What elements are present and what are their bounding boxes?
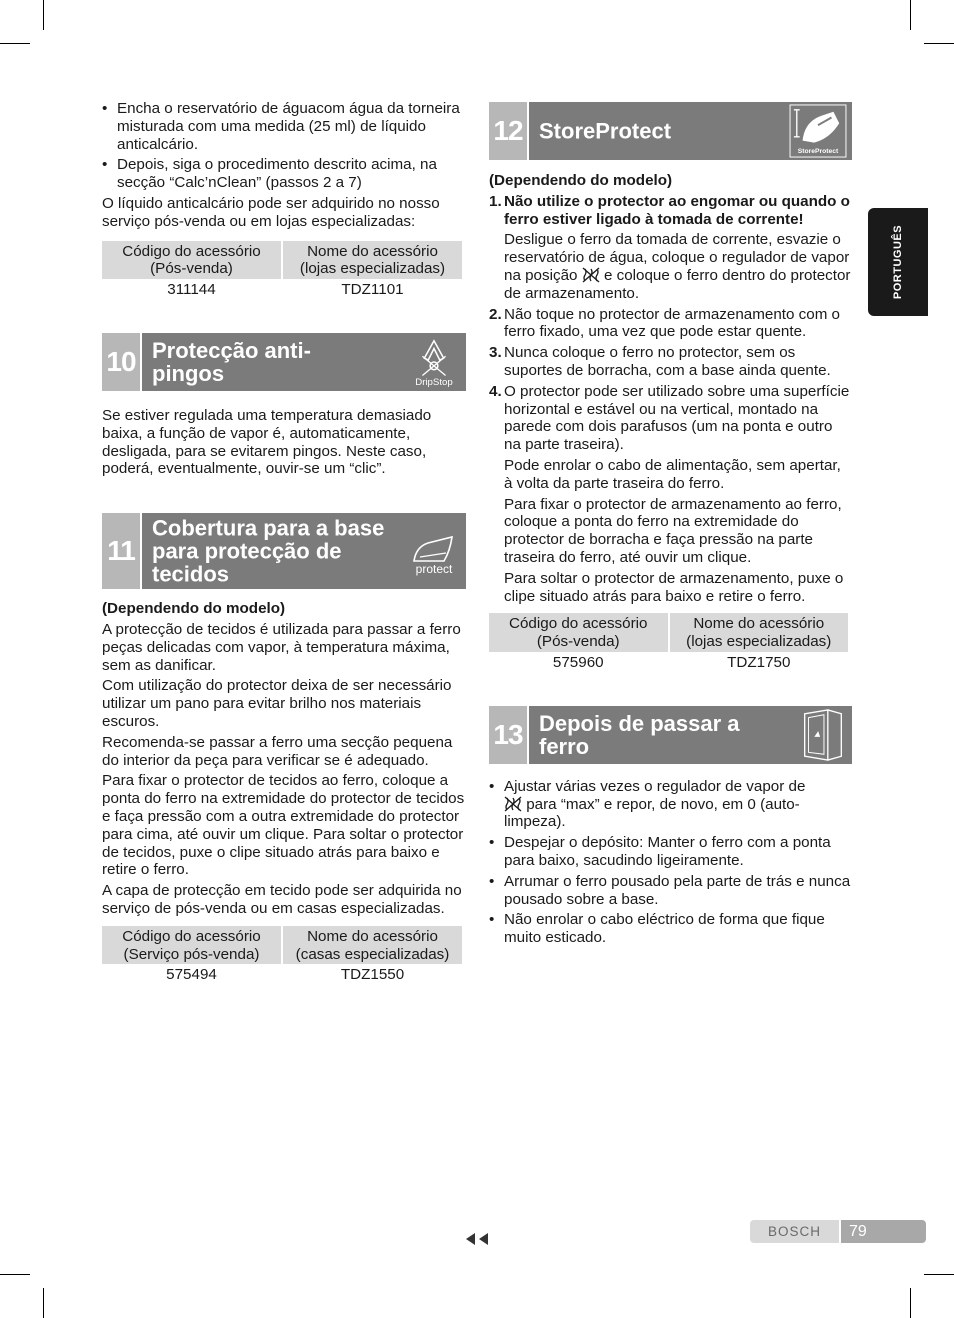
table-cell: 575494 (166, 966, 217, 984)
list-item: • Despejar o depósito: Manter o ferro com a ponta para baixo, sacudindo ligeiramente. (489, 834, 852, 870)
left-column (102, 100, 466, 986)
list-item: • Não enrolar o cabo eléctrico de forma que fique muito esticado. (489, 911, 852, 947)
section-bar (529, 102, 852, 160)
dripstop-icon (406, 335, 462, 389)
section-11-subtitle: (Dependendo do modelo) (102, 600, 286, 618)
item-number: 4. (489, 382, 502, 400)
storeprotect-icon (788, 104, 848, 158)
item-number: 1. (489, 192, 502, 210)
section-12-subtitle: (Dependendo do modelo) (489, 172, 673, 189)
paragraph: Para soltar o protector de armazenamento, puxe o clipe situado atrás para baixo e retire o ferro. (504, 569, 844, 605)
list-item (489, 778, 852, 831)
paragraph: Para fixar o protector de armazenamento ao ferro, coloque a ponta do ferro na extremidade do protector de borracha e faça pressão na parte traseira do ferro, até ouvir um clique. (504, 495, 842, 566)
table-cell: TDZ1550 (340, 966, 405, 984)
intro-bullet-list (102, 100, 466, 192)
paragraph: Não toque no protector de armazenamento com o ferro fixado, uma vez que pode estar quente. (504, 305, 841, 341)
item-number: 2. (489, 305, 502, 323)
table-header: Código do acessório (Pós-venda) (102, 241, 281, 280)
text-segment: Desligue o ferro da tomada de corrente, esvazie o reservatório de água, coloque o regulador de vapor na posição (504, 231, 850, 284)
list-item (489, 193, 852, 303)
text-segment: e coloque o ferro dentro do protector de armazenamento. (504, 266, 851, 302)
crop-mark (910, 1288, 911, 1318)
table-header: Nome do acessório (casas especializadas) (283, 926, 462, 965)
back-arrows-icon (464, 1232, 490, 1251)
steam-off-icon (582, 267, 600, 283)
paragraph: Para fixar o protector de tecidos ao ferro, coloque a ponta do ferro na extremidade do protector de tecidos e faça pressão com a outra extremidade do protector para cima, até ouvir um clique. Para soltar o protector de tecidos, puxe o clipe situado atrás para baixo e retire o ferro. (102, 772, 465, 879)
crop-mark (43, 1288, 44, 1318)
section-title: StoreProtect (539, 118, 672, 144)
accessory-table (487, 613, 850, 673)
section-bar (142, 513, 466, 589)
right-column (489, 102, 852, 950)
numbered-list (489, 193, 852, 606)
section-header-13 (489, 706, 852, 764)
section-title: Cobertura para a base para protecção de tecidos (152, 515, 385, 587)
section-bar (529, 706, 852, 764)
list-item: • Encha o reservatório de águacom água da torneira misturada com uma medida (25 ml) de líquido anticalcário. (102, 100, 466, 153)
accessory-table (100, 241, 464, 301)
crop-mark (43, 0, 44, 30)
paragraph: Com utilização do protector deixa de ser necessário utilizar um pano para evitar brilho nos materiais escuros. (102, 677, 452, 730)
paragraph (504, 231, 852, 302)
brand-label: BOSCH (750, 1220, 839, 1243)
section-bar (142, 333, 466, 391)
table-cell: TDZ1750 (727, 653, 791, 671)
section-number: 13 (489, 706, 527, 764)
table-header: Código do acessório (Pós-venda) (489, 613, 668, 652)
section-title: Protecção anti-pingos (152, 337, 311, 386)
table-header: Código do acessório (Serviço pós-venda) (102, 926, 281, 965)
text-segment: Ajustar várias vezes o regulador de vapor de (504, 777, 806, 795)
table-header: Nome do acessório (lojas especializadas) (670, 613, 849, 652)
list-item: • Depois, siga o procedimento descrito acima, na secção “Calc’nClean” (passos 2 a 7) (102, 156, 466, 192)
dripstop-icon-label: DripStop (415, 377, 453, 389)
language-tab-label: PORTUGUÊS (892, 224, 904, 300)
section-header-11 (102, 513, 466, 589)
accessory-table (100, 926, 464, 986)
item-number: 3. (489, 344, 502, 362)
list-item (489, 383, 852, 606)
list-item (489, 306, 852, 342)
section-number: 12 (489, 102, 527, 160)
section-number: 11 (102, 513, 140, 589)
storeprotect-icon-label: StoreProtect (797, 148, 839, 156)
table-cell: 575960 (552, 653, 604, 671)
language-tab (868, 208, 928, 316)
paragraph: O protector pode ser utilizado sobre uma superfície horizontal e estável ou na vertical, montado na parede com dois parafusos (um na ponta e outro na parte traseira). (504, 382, 850, 454)
section-header-10 (102, 333, 466, 391)
storage-icon (798, 708, 848, 762)
page-number: 79 (841, 1220, 926, 1243)
section-10-text: Se estiver regulada uma temperatura demasiado baixa, a função de vapor é, automaticamente, desligada, para se evitarem pingos. Neste caso, poderá, eventualmente, ouvir-se um “clic”. (102, 406, 432, 478)
crop-mark (924, 1274, 954, 1275)
section-number: 10 (102, 333, 140, 391)
intro-paragraph: O líquido anticalcário pode ser adquirido no nosso serviço pós-venda ou em lojas especializadas: (102, 194, 440, 230)
text-segment: para “max” e repor, de novo, em 0 (auto-limpeza). (504, 795, 800, 831)
section-header-12 (489, 102, 852, 160)
crop-mark (910, 0, 911, 30)
protect-icon-label: protect (415, 562, 453, 577)
section-title: Depois de passar a ferro (539, 710, 740, 759)
list-item (489, 344, 852, 380)
paragraph: Recomenda-se passar a ferro uma secção pequena do interior da peça para verificar se é adequado. (102, 733, 453, 769)
crop-mark (0, 43, 30, 44)
table-cell: 311144 (167, 281, 216, 299)
paragraph: Nunca coloque o ferro no protector, sem os suportes de borracha, com a base ainda quente. (504, 344, 831, 379)
paragraph: Pode enrolar o cabo de alimentação, sem apertar, à volta da parte traseira do ferro. (504, 456, 841, 492)
table-header: Nome do acessório (lojas especializadas) (283, 241, 462, 280)
steam-off-icon (504, 796, 522, 812)
crop-mark (924, 43, 954, 44)
section-13-bullet-list (489, 778, 852, 947)
table-cell: TDZ1101 (341, 281, 404, 299)
list-item: • Arrumar o ferro pousado pela parte de trás e nunca pousado sobre a base. (489, 873, 852, 909)
warning-text: Não utilize o protector ao engomar ou quando o ferro estiver ligado à tomada de corrente! (504, 192, 850, 228)
paragraph: A protecção de tecidos é utilizada para passar a ferro peças delicadas com vapor, à temperatura máxima, sem as danificar. (102, 620, 461, 674)
protect-icon (406, 515, 462, 587)
crop-mark (0, 1274, 30, 1275)
paragraph: A capa de protecção em tecido pode ser adquirida no serviço de pós-venda ou em casas especializadas. (102, 882, 462, 917)
footer (750, 1220, 926, 1243)
